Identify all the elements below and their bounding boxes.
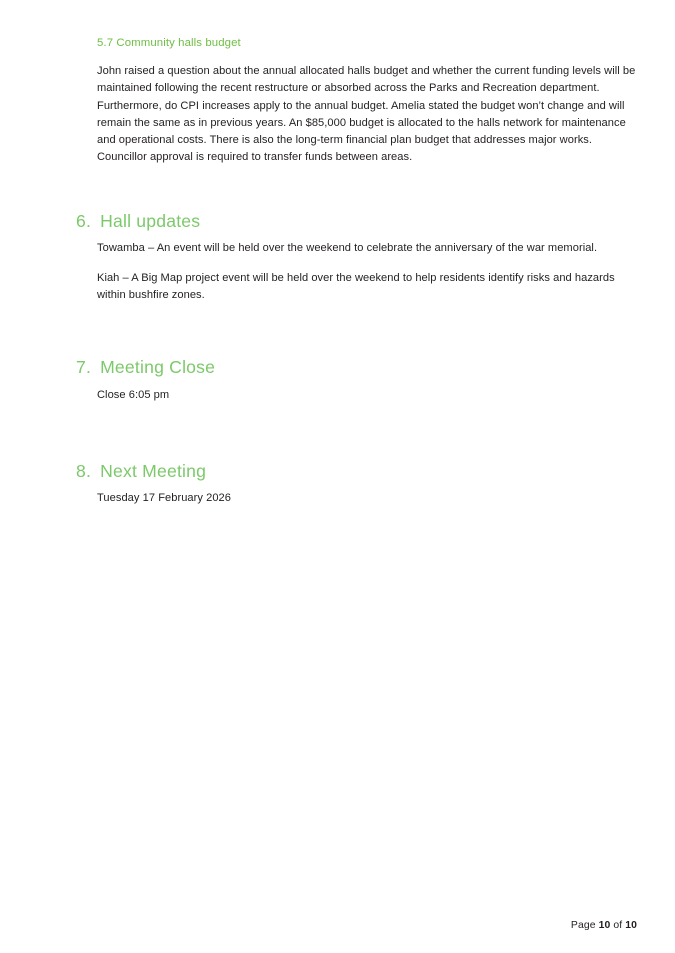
hall-update-kiah: Kiah – A Big Map project event will be held over the weekend to help residents identify risks and hazards within bushfire zones. [97, 272, 615, 302]
section-body [97, 490, 638, 507]
section-next-meeting [76, 461, 638, 507]
section-body [97, 387, 638, 404]
hall-update-towamba: Towamba – An event will be held over the weekend to celebrate the anniversary of the war memorial. [97, 242, 598, 255]
section-body [97, 240, 638, 304]
section-heading-row [76, 461, 638, 481]
footer-label-page: Page [570, 920, 596, 931]
next-meeting-date: Tuesday 17 February 2026 [97, 491, 231, 504]
section-number: 7. [76, 357, 92, 378]
page-footer [571, 920, 637, 931]
section-title: Meeting Close [100, 357, 216, 378]
section-number: 6. [76, 210, 92, 231]
meeting-close-time: Close 6:05 pm [97, 388, 170, 401]
section-title: Next Meeting [100, 460, 207, 481]
subsection-paragraph-5-7: John raised a question about the annual allocated halls budget and whether the current funding levels will be maintained following the recent restructure or absorbed across the Parks and Recreation department. Furthermore, do CPI increases apply to the annual budget. Amelia stated the budget won’t change and will remain the same as in previous years. An $85,000 budget is allocated to the halls network for maintenance and operational costs. There is also the long-term financial plan budget that addresses major works. Councillor approval is required to transfer funds between areas. [97, 65, 636, 163]
footer-total-pages: 10 [625, 920, 637, 931]
section-heading-row [76, 357, 638, 377]
footer-label-of: of [613, 920, 623, 931]
subsection-heading-5-7: 5.7 Community halls budget [97, 37, 241, 49]
page-content [76, 36, 638, 507]
section-heading-row [76, 211, 638, 231]
section-number: 8. [76, 460, 92, 481]
section-title: Hall updates [100, 210, 201, 231]
footer-current-page: 10 [598, 920, 611, 931]
section-meeting-close [76, 357, 638, 403]
section-hall-updates [76, 211, 638, 305]
